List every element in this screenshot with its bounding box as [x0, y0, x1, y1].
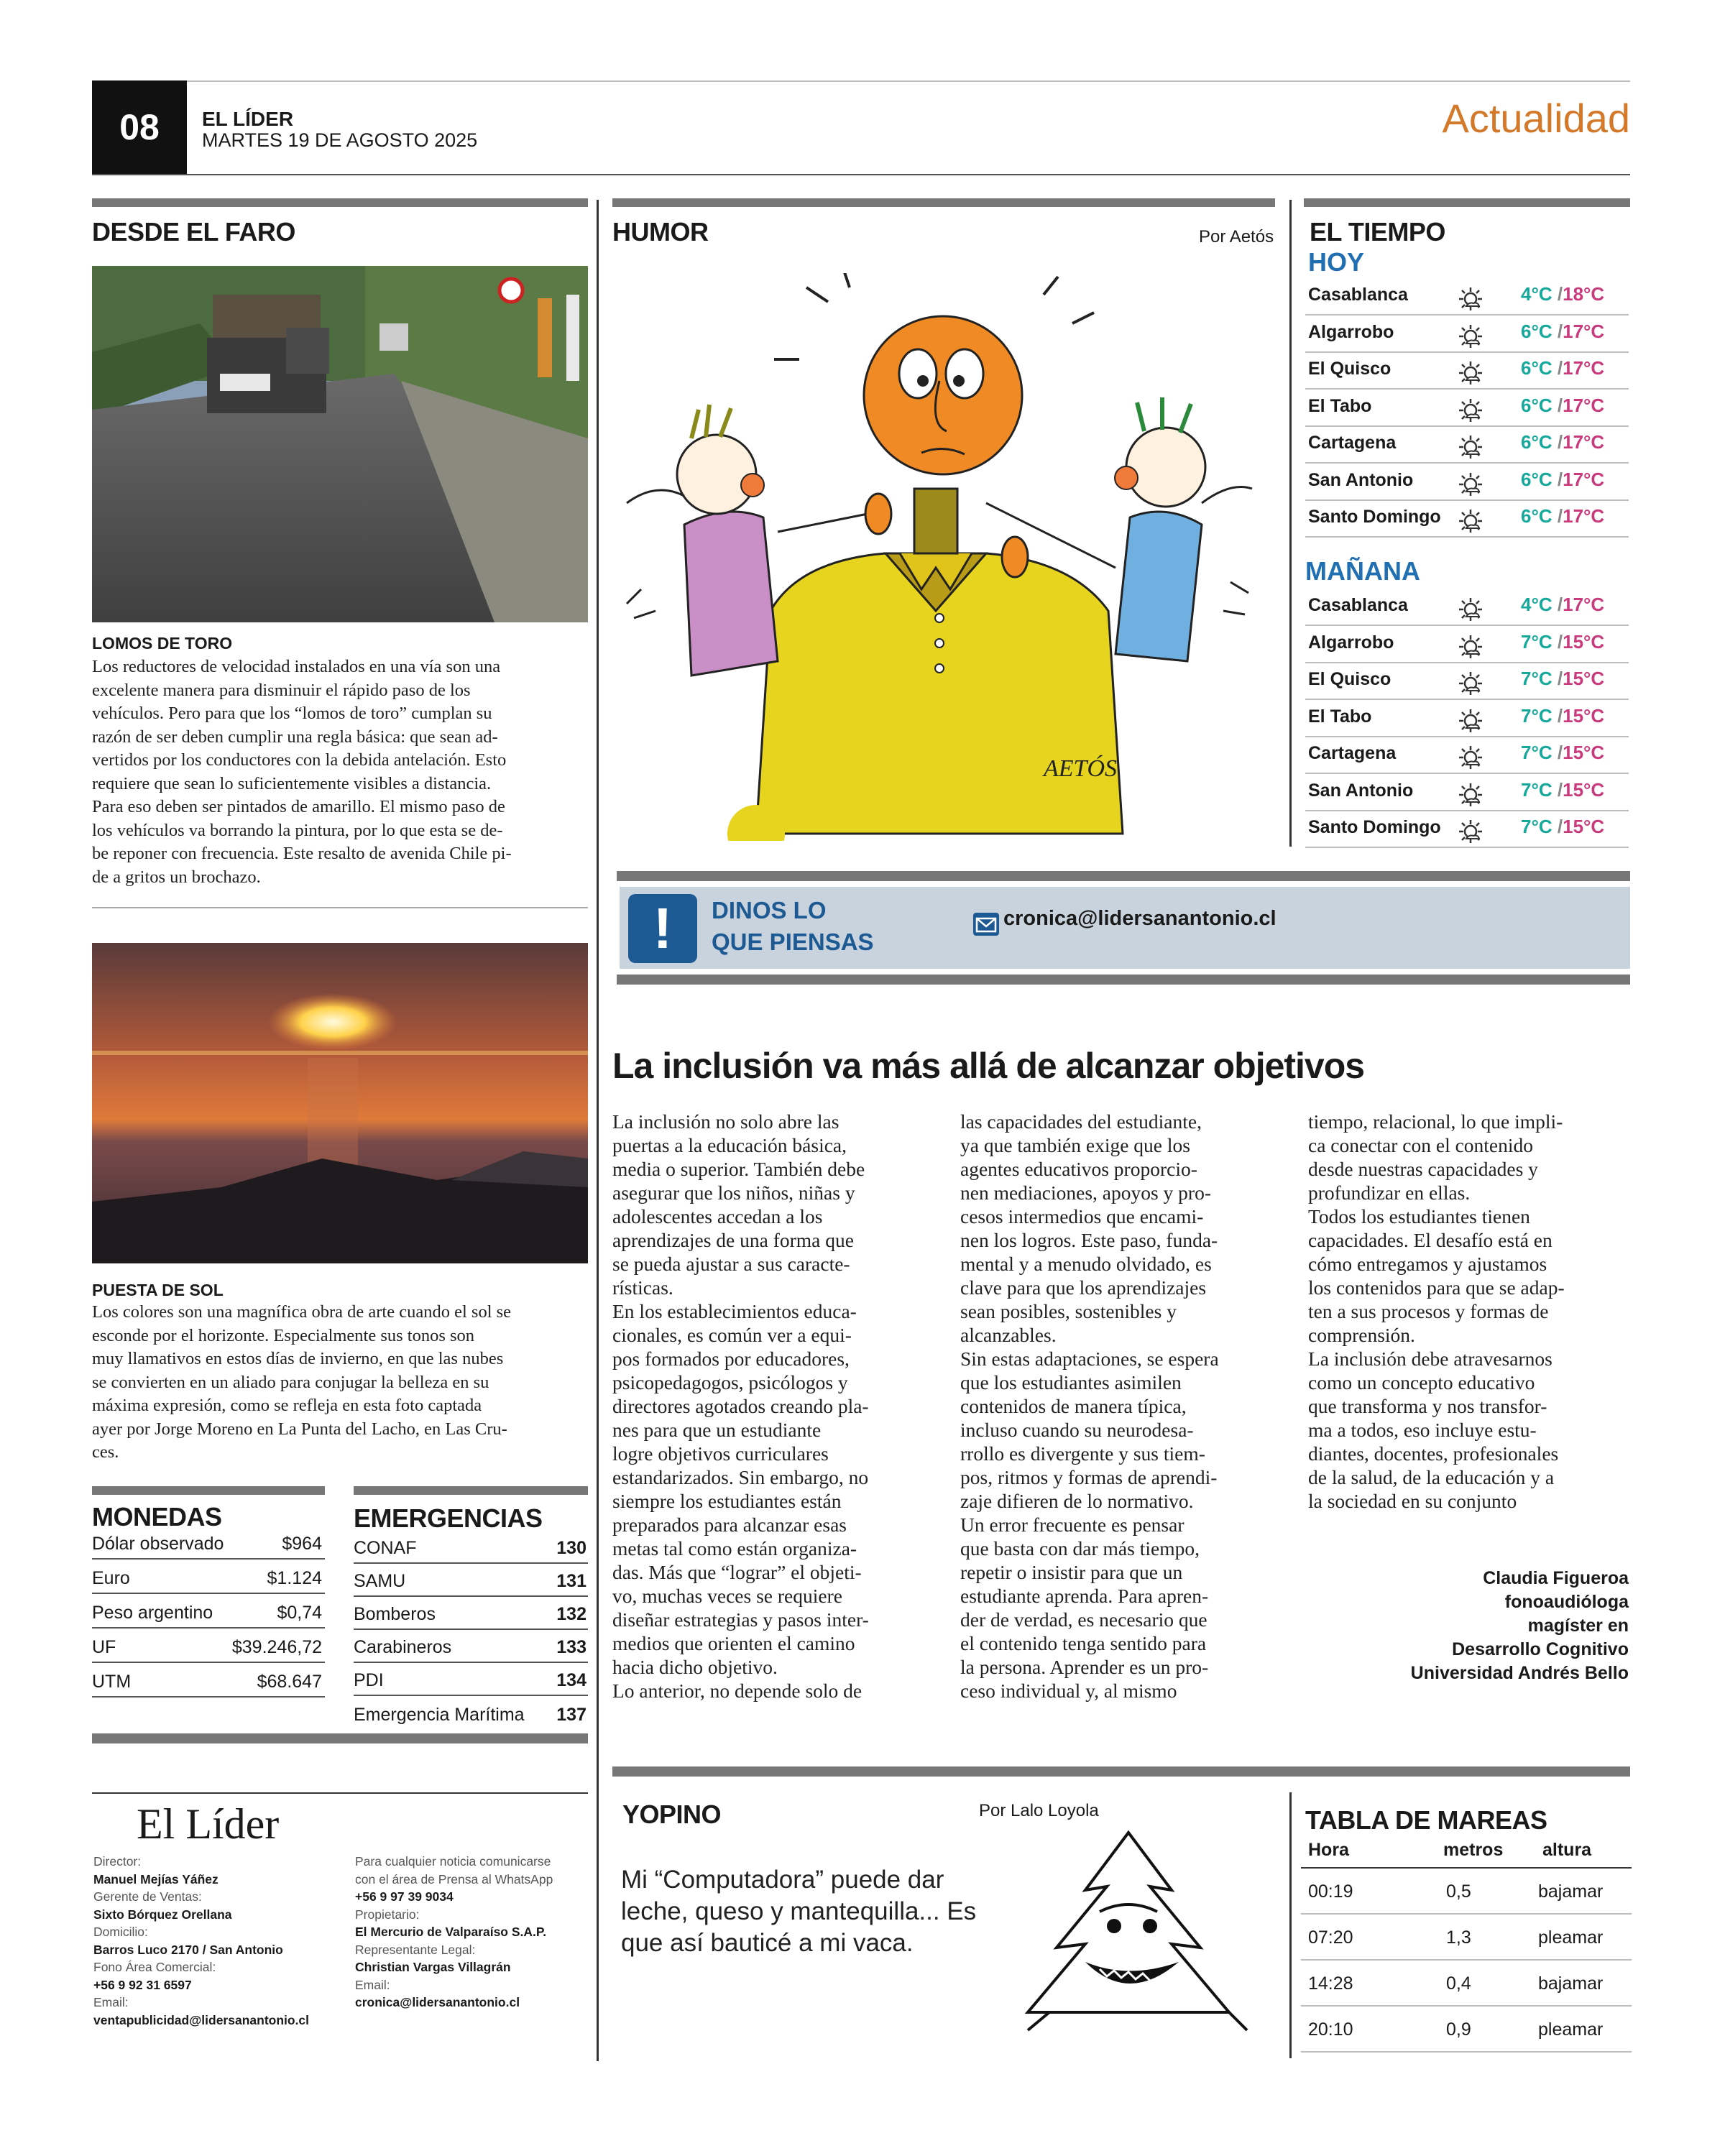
weather-max-temp: 17°C [1563, 468, 1605, 490]
article-col1 [612, 1110, 944, 1703]
article-line: cionales, es común ver a equi- [612, 1324, 852, 1346]
weather-max-temp: 17°C [1563, 594, 1605, 615]
article-line: que transforma y nos transfor- [1308, 1395, 1547, 1417]
faro-title: DESDE EL FARO [92, 217, 295, 247]
article-line: profundizar en ellas. [1308, 1181, 1471, 1204]
text-line: be reponer con frecuencia. Este resalto de avenida Chile pi- [92, 844, 512, 863]
weather-row: El Tabo 7°C /15°C [1305, 701, 1629, 737]
dinos-line2: QUE PIENSAS [712, 929, 874, 955]
weather-row: Algarrobo 6°C /17°C [1305, 316, 1629, 353]
emergencia-number: 131 [556, 1571, 586, 1591]
article-line: preparados para alcanzar esas [612, 1514, 847, 1536]
text-line: razón de ser deben cumplir una regla básica: que sean ad- [92, 727, 498, 747]
tide-meters: 1,3 [1446, 1927, 1471, 1948]
weather-today-label: HOY [1308, 247, 1365, 277]
weather-min-temp: 6°C [1521, 394, 1552, 416]
humor-top-bar [612, 198, 1275, 207]
tide-row [1301, 1962, 1632, 2007]
weather-max-temp: 15°C [1563, 816, 1605, 837]
article-line: diseñar estrategias y pasos inter- [612, 1608, 869, 1631]
dinos-line1: DINOS LO [712, 897, 827, 923]
article-line: estandarizados. Sin embargo, no [612, 1466, 869, 1488]
article-line: ma a todos, eso incluye estu- [1308, 1419, 1537, 1441]
sunset-photo [92, 943, 588, 1263]
weather-city: Algarrobo [1308, 321, 1394, 342]
moneda-row [92, 1663, 325, 1697]
dinos-banner [620, 887, 1630, 969]
weather-min-temp: 6°C [1521, 505, 1552, 527]
article-line: que los estudiantes asimilen [960, 1371, 1182, 1393]
moneda-row [92, 1525, 325, 1560]
emergencia-name: Carabineros [354, 1637, 452, 1657]
emergencia-number: 134 [556, 1670, 586, 1690]
weather-city: San Antonio [1308, 780, 1414, 801]
moneda-name: Dólar observado [92, 1534, 224, 1554]
article-line: media o superior. También debe [612, 1158, 865, 1180]
emergencias-top-bar [354, 1486, 588, 1495]
weather-max-temp: 17°C [1563, 394, 1605, 416]
faro-top-bar [92, 198, 588, 207]
exclamation-icon: ! [628, 894, 697, 963]
staff-label: Domicilio: [93, 1925, 148, 1939]
mareas-header [1301, 1840, 1632, 1869]
article-line: Sin estas adaptaciones, se espera [960, 1348, 1219, 1370]
dinos-email[interactable]: cronica@lidersanantonio.cl [1003, 907, 1276, 930]
article-line: mental y a menudo olvidado, es [960, 1253, 1212, 1275]
article-line: pos, ritmos y formas de aprendi- [960, 1466, 1218, 1488]
article-line: agentes educativos proporcio- [960, 1158, 1197, 1180]
article-line: comprensión. [1308, 1324, 1415, 1346]
weather-row: Cartagena 6°C /17°C [1305, 427, 1629, 464]
monedas-title: MONEDAS [92, 1502, 222, 1531]
text-line: Para eso deben ser pintados de amarillo. El mismo paso de [92, 797, 505, 816]
cartoon-signature: AETÓS [1044, 755, 1117, 782]
partly-sunny-icon [1456, 595, 1485, 624]
article-line: sean posibles, sostenibles y [960, 1300, 1177, 1322]
moneda-row [92, 1560, 325, 1594]
emergencia-row [354, 1595, 588, 1630]
mail-icon [973, 913, 999, 936]
bottom-section-bar [612, 1766, 1630, 1777]
column-divider [597, 200, 599, 2061]
paper-name: EL LÍDER [202, 108, 294, 130]
article-line: medios que orienten el camino [612, 1632, 855, 1654]
signature-line: Desarrollo Cognitivo [1452, 1639, 1629, 1659]
staff-right [355, 1853, 592, 2012]
emergencia-name: SAMU [354, 1571, 406, 1591]
weather-city: El Quisco [1308, 359, 1392, 379]
staff-label: Propietario: [355, 1907, 420, 1922]
weather-row: Algarrobo 7°C /15°C [1305, 627, 1629, 663]
article-line: desde nuestras capacidades y [1308, 1158, 1538, 1180]
tide-state: pleamar [1538, 1927, 1604, 1948]
article-title: La inclusión va más allá de alcanzar objetivos [612, 1046, 1365, 1086]
article-line: La inclusión debe atravesarnos [1308, 1348, 1552, 1370]
article-line: Todos los estudiantes tienen [1308, 1205, 1530, 1227]
article-line: Lo anterior, no depende solo de [612, 1680, 862, 1702]
emergencia-number: 132 [556, 1604, 586, 1624]
moneda-name: UF [92, 1637, 116, 1657]
signature-line: Universidad Andrés Bello [1410, 1663, 1629, 1683]
staff-value: ventapublicidad@lidersanantonio.cl [93, 2012, 310, 2027]
staff-value: +56 9 92 31 6597 [93, 1977, 192, 1992]
weather-row: El Quisco 7°C /15°C [1305, 663, 1629, 700]
article-line: contenidos de manera típica, [960, 1395, 1187, 1417]
article-line: ca conectar con el contenido [1308, 1134, 1534, 1156]
partly-sunny-icon [1456, 396, 1485, 425]
moneda-value: $39.246,72 [231, 1637, 322, 1657]
emergencia-number: 137 [556, 1705, 586, 1725]
tide-row [1301, 1916, 1632, 1961]
yopino-text [621, 1864, 976, 1959]
yopino-tree-drawing [1006, 1825, 1251, 2041]
article-line: tiempo, relacional, lo que impli- [1308, 1110, 1563, 1133]
page-number: 08 [119, 107, 160, 147]
article-line: directores agotados creando pla- [612, 1395, 869, 1417]
text-line: de a gritos un brochazo. [92, 867, 261, 887]
tide-state: bajamar [1538, 1881, 1604, 1902]
article-line: zaje difieren de lo normativo. [960, 1490, 1194, 1512]
moneda-row [92, 1594, 325, 1628]
weather-max-temp: 17°C [1563, 431, 1605, 453]
partly-sunny-icon [1456, 322, 1485, 351]
weather-min-temp: 7°C [1521, 778, 1552, 801]
weather-city: El Tabo [1308, 706, 1372, 727]
emergencia-number: 130 [556, 1538, 586, 1558]
weather-max-temp: 15°C [1563, 778, 1605, 801]
weather-min-temp: 6°C [1521, 357, 1552, 379]
tide-meters: 0,5 [1446, 1881, 1471, 1902]
emergencia-name: PDI [354, 1670, 384, 1690]
article-line: las capacidades del estudiante, [960, 1110, 1202, 1133]
article-line: diantes, docentes, profesionales [1308, 1442, 1559, 1465]
partly-sunny-icon [1456, 359, 1485, 387]
weather-tomorrow-label: MAÑANA [1305, 556, 1420, 586]
signature-line: fonoaudióloga [1504, 1592, 1629, 1612]
staff-label: Director: [93, 1854, 142, 1869]
article-line: que basta con dar más tiempo, [960, 1537, 1200, 1560]
lomos-caption-title: LOMOS DE TORO [92, 634, 233, 653]
weather-max-temp: 15°C [1563, 668, 1605, 689]
article-line: ten a sus procesos y formas de [1308, 1300, 1549, 1322]
yopino-line: leche, queso y mantequilla... Es [621, 1897, 977, 1925]
staff-label: Gerente de Ventas: [93, 1889, 202, 1904]
text-line: se convierten en un aliado para conjugar la belleza en su [92, 1372, 489, 1392]
tide-row [1301, 2008, 1632, 2053]
article-line: pos formados por educadores, [612, 1348, 850, 1370]
article-line: la persona. Aprender es un pro- [960, 1656, 1209, 1678]
partly-sunny-icon [1456, 433, 1485, 461]
paper-date: MARTES 19 DE AGOSTO 2025 [202, 129, 478, 151]
article-line: como un concepto educativo [1308, 1371, 1535, 1393]
article-line: aprendizajes de una forma que [612, 1229, 854, 1251]
staff-top-rule [92, 1792, 588, 1794]
article-line: nen los logros. Este paso, funda- [960, 1229, 1218, 1251]
text-line: excelente manera para disminuir el rápido paso de los [92, 680, 471, 700]
emergencia-row [354, 1696, 588, 1731]
humor-cartoon [612, 273, 1274, 841]
emergencia-row [354, 1529, 588, 1564]
sunset-caption-title: PUESTA DE SOL [92, 1281, 224, 1299]
weather-city: Algarrobo [1308, 632, 1394, 653]
article-line: En los establecimientos educa- [612, 1300, 857, 1322]
weather-row: Santo Domingo 6°C /17°C [1305, 501, 1629, 538]
text-line: vertidos por los conductores con la debida antelación. Esto [92, 750, 507, 770]
article-line: rrollo es divergente y sus tiem- [960, 1442, 1205, 1465]
weather-max-temp: 17°C [1563, 320, 1605, 342]
article-line: puertas a la educación básica, [612, 1134, 847, 1156]
tide-row [1301, 1870, 1632, 1915]
partly-sunny-icon [1456, 706, 1485, 735]
article-line: alcanzables. [960, 1324, 1057, 1346]
partly-sunny-icon [1456, 669, 1485, 698]
weather-city: El Quisco [1308, 669, 1392, 689]
weather-row: Casablanca 4°C /18°C [1305, 279, 1629, 315]
article-line: cómo entregamos y ajustamos [1308, 1253, 1547, 1275]
lomos-caption-text [92, 655, 595, 889]
article-line: cesos intermedios que encami- [960, 1205, 1204, 1227]
article-line: el contenido tenga sentido para [960, 1632, 1207, 1654]
emergencia-name: Emergencia Marítima [354, 1705, 525, 1725]
staff-label: Representante Legal: [355, 1942, 476, 1957]
tide-time: 00:19 [1308, 1881, 1353, 1902]
article-line: ya que también exige que los [960, 1134, 1190, 1156]
partly-sunny-icon [1456, 285, 1485, 313]
weather-row: San Antonio 6°C /17°C [1305, 464, 1629, 501]
yopino-line: que así bauticé a mi vaca. [621, 1929, 914, 1957]
weather-min-temp: 6°C [1521, 431, 1552, 453]
moneda-value: $68.647 [257, 1672, 322, 1692]
weather-row: Casablanca 4°C /17°C [1305, 589, 1629, 626]
mareas-col-metros: metros [1443, 1840, 1504, 1860]
yopino-line: Mi “Computadora” puede dar [621, 1866, 944, 1894]
weather-min-temp: 6°C [1521, 320, 1552, 342]
article-line: asegurar que los niños, niñas y [612, 1181, 855, 1204]
tide-time: 07:20 [1308, 1927, 1353, 1948]
article-line: de la salud, de la educación y a [1308, 1466, 1555, 1488]
weather-city: San Antonio [1308, 469, 1414, 490]
weather-max-temp: 17°C [1563, 505, 1605, 527]
weather-min-temp: 7°C [1521, 668, 1552, 689]
yopino-title: YOPINO [622, 1800, 722, 1829]
signature-line: Claudia Figueroa [1483, 1568, 1629, 1588]
weather-row: Cartagena 7°C /15°C [1305, 737, 1629, 774]
mareas-divider [1289, 1792, 1292, 2058]
partly-sunny-icon [1456, 743, 1485, 772]
article-col2 [960, 1110, 1292, 1703]
weather-divider [1289, 200, 1292, 847]
dinos-top-bar [617, 871, 1630, 881]
text-line: los vehículos va borrando la pintura, por lo que esta se de- [92, 820, 503, 840]
staff-value: Christian Vargas Villagrán [355, 1960, 511, 1974]
staff-value: Sixto Bórquez Orellana [93, 1907, 232, 1922]
moneda-name: Euro [92, 1568, 130, 1588]
weather-city: Santo Domingo [1308, 817, 1441, 837]
article-line: der de verdad, es necesario que [960, 1608, 1208, 1631]
weather-max-temp: 17°C [1563, 357, 1605, 379]
article-signature [1411, 1567, 1629, 1685]
text-line: ayer por Jorge Moreno en La Punta del Lacho, en Las Cru- [92, 1419, 507, 1439]
staff-label: Email: [93, 1995, 129, 2009]
tide-state: bajamar [1538, 1973, 1604, 1994]
article-line: capacidades. El desafío está en [1308, 1229, 1552, 1251]
emergencia-row [354, 1662, 588, 1696]
weather-min-temp: 4°C [1521, 594, 1552, 615]
weather-row: El Quisco 6°C /17°C [1305, 353, 1629, 390]
weather-row: San Antonio 7°C /15°C [1305, 775, 1629, 811]
article-line: logre objetivos curriculares [612, 1442, 829, 1465]
tide-meters: 0,9 [1446, 2019, 1471, 2040]
yopino-author: Por Lalo Loyola [979, 1801, 1099, 1820]
article-line: das. Más que “lograr” el objeti- [612, 1561, 862, 1583]
page-number-box [92, 80, 187, 174]
emergencia-row [354, 1562, 588, 1597]
moneda-name: UTM [92, 1672, 132, 1692]
text-line: ces. [92, 1442, 119, 1462]
text-line: Los colores son una magnífica obra de arte cuando el sol se [92, 1302, 512, 1322]
article-line: repetir o insistir para que un [960, 1561, 1183, 1583]
text-line: requiere que sean lo suficientemente visibles a distancia. [92, 773, 492, 793]
staff-value: El Mercurio de Valparaíso S.A.P. [355, 1925, 547, 1939]
article-line: La inclusión no solo abre las [612, 1110, 840, 1133]
moneda-value: $0,74 [277, 1603, 322, 1623]
article-line: psicopedagogos, psicólogos y [612, 1371, 848, 1393]
mareas-col-altura: altura [1542, 1840, 1592, 1860]
monedas-top-bar [92, 1486, 325, 1495]
weather-max-temp: 18°C [1563, 283, 1605, 305]
tide-meters: 0,4 [1446, 1973, 1471, 1994]
weather-city: El Tabo [1308, 395, 1372, 416]
staff-left [93, 1853, 352, 2029]
weather-min-temp: 7°C [1521, 704, 1552, 727]
moneda-value: $964 [282, 1534, 322, 1554]
article-line: rísticas. [612, 1276, 673, 1299]
weather-min-temp: 7°C [1521, 630, 1552, 653]
article-line: hacia dicho objetivo. [612, 1656, 778, 1678]
article-line: los contenidos para que se adap- [1308, 1276, 1565, 1299]
weather-city: Casablanca [1308, 595, 1408, 615]
article-line: incluso cuando su neurodesa- [960, 1419, 1194, 1441]
faro-divider [92, 907, 588, 908]
moneda-row [92, 1628, 325, 1663]
staff-logo: El Líder [137, 1800, 280, 1848]
humor-author: Por Aetós [1199, 227, 1274, 247]
staff-intro: Para cualquier noticia comunicarse [355, 1854, 551, 1869]
mareas-col-hora: Hora [1308, 1840, 1349, 1860]
emergencia-name: CONAF [354, 1538, 417, 1558]
partly-sunny-icon [1456, 817, 1485, 846]
emergencia-row [354, 1628, 588, 1663]
staff-label: Fono Área Comercial: [93, 1960, 216, 1974]
article-line: metas tal como están organiza- [612, 1537, 857, 1560]
partly-sunny-icon [1456, 632, 1485, 661]
weather-row: El Tabo 6°C /17°C [1305, 390, 1629, 427]
dinos-bottom-bar [617, 975, 1630, 985]
article-line: nes para que un estudiante [612, 1419, 822, 1441]
article-line: la sociedad en su conjunto [1308, 1490, 1517, 1512]
info-bottom-bar [92, 1733, 588, 1743]
section-name: Actualidad [1442, 96, 1630, 141]
sunset-caption-text [92, 1301, 595, 1465]
article-line: nen mediaciones, apoyos y pro- [960, 1181, 1212, 1204]
staff-value: Manuel Mejías Yáñez [93, 1871, 218, 1886]
staff-value: Barros Luco 2170 / San Antonio [93, 1942, 283, 1957]
article-line: adolescentes accedan a los [612, 1205, 823, 1227]
article-line: se pueda ajustar a sus caracte- [612, 1253, 850, 1275]
moneda-name: Peso argentino [92, 1603, 213, 1623]
emergencias-title: EMERGENCIAS [354, 1503, 543, 1533]
staff-label: Email: [355, 1977, 390, 1992]
weather-city: Casablanca [1308, 285, 1408, 305]
article-line: estudiante aprenda. Para apren- [960, 1585, 1209, 1607]
text-line: vehículos. Pero para que los “lomos de toro” cumplan su [92, 704, 492, 723]
weather-max-temp: 15°C [1563, 742, 1605, 763]
weather-city: Cartagena [1308, 433, 1397, 453]
article-col3 [1308, 1110, 1640, 1513]
moneda-value: $1.124 [267, 1568, 322, 1588]
lomos-photo [92, 266, 588, 622]
weather-city: Santo Domingo [1308, 507, 1441, 527]
weather-top-bar [1304, 198, 1630, 207]
partly-sunny-icon [1456, 470, 1485, 499]
weather-row: Santo Domingo 7°C /15°C [1305, 811, 1629, 848]
article-line: vo, muchas veces se requiere [612, 1585, 842, 1607]
partly-sunny-icon [1456, 780, 1485, 809]
tide-time: 20:10 [1308, 2019, 1353, 2040]
article-line: Un error frecuente es pensar [960, 1514, 1184, 1536]
humor-title: HUMOR [612, 217, 709, 247]
partly-sunny-icon [1456, 507, 1485, 535]
text-line: muy llamativos en estos días de invierno, en que las nubes [92, 1349, 504, 1368]
weather-min-temp: 6°C [1521, 468, 1552, 490]
staff-value: +56 9 97 39 9034 [355, 1889, 454, 1904]
weather-city: Cartagena [1308, 743, 1397, 763]
mareas-title: TABLA DE MAREAS [1305, 1805, 1547, 1835]
article-line: siempre los estudiantes están [612, 1490, 842, 1512]
staff-intro: con el área de Prensa al WhatsApp [355, 1871, 553, 1886]
text-line: máxima expresión, como se refleja en esta foto captada [92, 1396, 482, 1415]
emergencia-number: 133 [556, 1637, 586, 1657]
signature-line: magíster en [1527, 1616, 1629, 1636]
weather-max-temp: 15°C [1563, 630, 1605, 653]
header-top-rule [92, 80, 1630, 82]
article-line: ceso individual y, al mismo [960, 1680, 1177, 1702]
article-line: clave para que los aprendizajes [960, 1276, 1207, 1299]
tide-time: 14:28 [1308, 1973, 1353, 1994]
staff-value: cronica@lidersanantonio.cl [355, 1995, 520, 2009]
weather-min-temp: 7°C [1521, 816, 1552, 837]
text-line: esconde por el horizonte. Especialmente sus tonos son [92, 1325, 475, 1345]
weather-max-temp: 15°C [1563, 704, 1605, 727]
weather-min-temp: 7°C [1521, 742, 1552, 763]
header-bottom-rule [92, 174, 1630, 175]
emergencia-name: Bomberos [354, 1604, 436, 1624]
text-line: Los reductores de velocidad instalados en una vía son una [92, 657, 501, 676]
tide-state: pleamar [1538, 2019, 1604, 2040]
weather-min-temp: 4°C [1521, 283, 1552, 305]
weather-title: EL TIEMPO [1310, 217, 1445, 247]
